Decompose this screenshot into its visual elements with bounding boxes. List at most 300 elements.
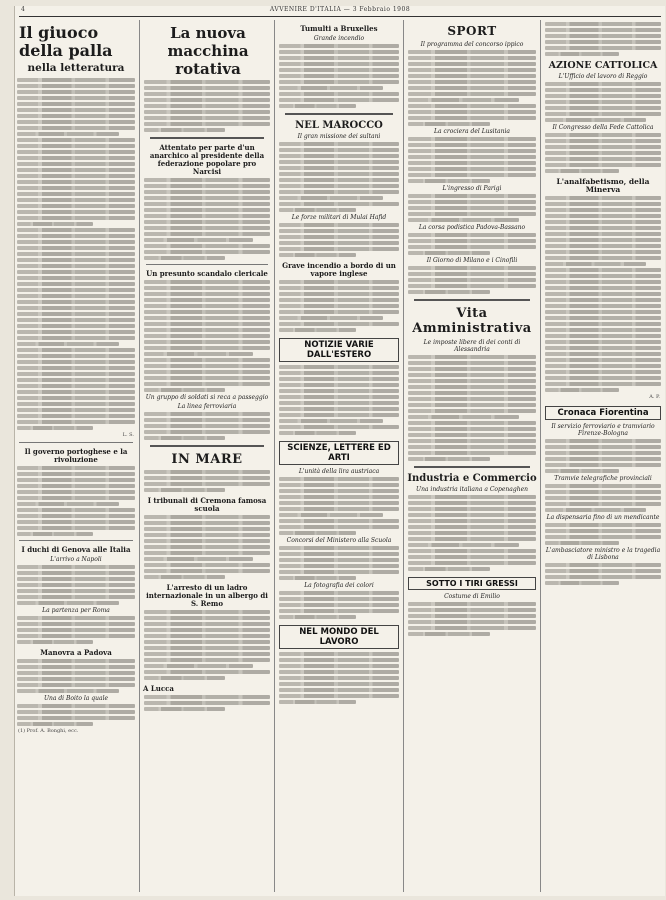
text-line [144,328,270,332]
text-line [17,565,135,569]
text-line [408,137,536,141]
text-line [144,652,270,656]
text-line [17,677,135,681]
text-line [17,150,135,154]
text-line [408,632,490,636]
text-line [17,360,135,364]
text-line [279,92,399,96]
text-line [279,142,399,146]
text-line [279,576,356,580]
text-line [279,501,399,505]
headline-vapore: Grave incendio a bordo di un vapore inglese [282,261,396,278]
text-line [279,603,399,607]
text-line [279,658,399,662]
text-line [408,80,536,84]
subhead-programma: Il programma del concorso ippico [420,41,524,48]
text-line [545,118,646,122]
text-line [17,484,135,488]
text-line [279,570,399,574]
column-3 [277,20,401,892]
text-line [545,202,661,206]
text-line [279,172,399,176]
text-line [408,451,536,455]
text-line [144,104,270,108]
text-line [545,112,661,116]
text-line [545,352,661,356]
text-line [408,626,536,630]
text-line [144,664,253,668]
text-line [144,238,253,242]
text-line [279,322,399,326]
text-line [17,90,135,94]
headline-industria: Industria e Commercio [407,473,537,484]
text-line [279,407,399,411]
text-line [144,292,270,296]
text-line [279,328,356,332]
subhead-tramvie: Tramvie telegrafiche provinciali [554,475,652,482]
text-line [17,186,135,190]
text-line [17,716,135,720]
text-line [144,634,270,638]
text-line [279,316,383,320]
text-line [17,324,135,328]
text-line [408,608,536,612]
text-line [279,68,399,72]
text-line [17,354,135,358]
text-line [279,235,399,239]
text-line [408,513,536,517]
masthead-line: AVVENIRE D'ITALIA — 3 Febbraio 1908 [269,6,411,13]
text-line [144,340,270,344]
text-line [545,439,661,443]
text-line [17,144,135,148]
subhead-azione: L'Ufficio del lavoro di Reggio [558,73,648,80]
text-line [279,74,399,78]
text-line [17,300,135,304]
text-line [17,659,135,663]
text-line [144,569,270,573]
text-line [408,561,536,565]
text-line [144,352,253,356]
text-line [17,126,135,130]
text-line [408,173,536,177]
text-line [408,155,536,159]
text-line [17,595,135,599]
text-line [408,167,536,171]
text-line [17,228,135,232]
text-line [545,376,661,380]
text-line [17,520,135,524]
text-line [545,151,661,155]
text-line [17,526,135,530]
headline-estero: NOTIZIE VARIE DALL'ESTERO [279,338,399,362]
text-line [17,683,135,687]
text-line [545,508,646,512]
text-line [279,507,399,511]
text-line [279,609,399,613]
text-line [17,174,135,178]
header-rule [19,16,661,17]
subhead-partenza: La partenza per Roma [42,607,110,614]
text-line [408,549,536,553]
text-line [144,616,270,620]
text-line [144,515,270,519]
text-line [144,128,225,132]
article-subtitle-letteratura: nella letteratura [27,62,125,74]
newspaper-page [14,6,665,896]
text-line [17,318,135,322]
headline-azione-cattolica: AZIONE CATTOLICA [548,60,658,71]
text-line [144,116,270,120]
text-line [545,256,661,260]
text-line [279,62,399,66]
text-line [144,80,270,84]
article-title-giuoco: Il giuoco della palla [19,23,113,60]
text-line [144,521,270,525]
article-body-giuoco [15,78,137,430]
text-line [545,358,661,362]
text-line [17,132,119,136]
column5-signature: A. P. [649,394,660,400]
text-line [545,196,661,200]
text-line [279,664,399,668]
text-line [17,514,135,518]
text-line [17,216,135,220]
text-line [279,477,399,481]
text-line [144,98,270,102]
text-line [279,286,399,290]
text-line [545,244,661,248]
text-line [545,163,661,167]
text-line [17,472,135,476]
text-line [17,198,135,202]
headline-tumulti: Tumulti a Bruxelles [300,24,378,33]
text-line [545,220,661,224]
text-line [17,102,135,106]
text-line [144,388,225,392]
text-line [408,525,536,529]
text-line [144,322,270,326]
text-line [279,591,399,595]
headline-in-mare: IN MARE [171,452,243,467]
text-line [545,496,661,500]
text-line [279,531,356,535]
text-line [17,84,135,88]
text-line [408,519,536,523]
text-line [545,463,661,467]
text-line [279,178,399,182]
text-line [17,348,135,352]
text-line [279,223,399,227]
text-line [279,229,399,233]
text-line [17,583,135,587]
text-line [144,670,270,674]
text-line [408,421,536,425]
text-line [545,208,661,212]
text-line [545,535,661,539]
text-line [408,433,536,437]
text-line [545,280,661,284]
text-line [144,646,270,650]
text-line [279,682,399,686]
text-line [17,577,135,581]
text-line [279,280,399,284]
text-line [408,385,536,389]
subhead-lusitania: La crociera del Lusitania [434,128,510,135]
text-line [17,532,93,536]
text-line [17,622,135,626]
text-line [279,546,399,550]
text-line [17,408,135,412]
text-line [17,426,93,430]
text-line [408,439,536,443]
text-line [408,501,536,505]
headline-manovra: Manovra a Padova [40,648,112,657]
subhead-padova: La corsa podistica Padova-Bassano [418,224,526,231]
text-line [17,628,135,632]
text-line [279,184,399,188]
text-line [17,390,135,394]
text-line [279,292,399,296]
text-line [545,457,661,461]
text-line [279,676,399,680]
text-line [408,537,536,541]
article-title-macchina: La nuova macchina rotativa [167,24,249,78]
subhead-lisbona: L'ambasciatore ministro e la tragedia di Lisbona [545,547,661,561]
text-line [144,226,270,230]
text-line [17,108,135,112]
text-line [279,44,399,48]
text-line [144,551,270,555]
text-line [408,206,536,210]
text-line [17,96,135,100]
text-line [17,240,135,244]
subhead-costume: Costume di Emilio [444,593,500,600]
text-line [17,252,135,256]
subhead-ferrovia: La linea ferroviaria [177,403,237,410]
text-line [279,383,399,387]
headline-lavoro: NEL MONDO DEL LAVORO [279,625,399,649]
text-line [17,222,93,226]
text-line [408,403,536,407]
text-line [408,543,519,547]
subhead-gran-missione: Il gran missione dei sultani [297,133,381,140]
text-line [545,445,661,449]
text-line [144,256,225,260]
text-line [408,397,536,401]
text-line [17,138,135,142]
text-line [545,286,661,290]
text-line [17,306,135,310]
text-line [408,620,536,624]
text-line [144,382,270,386]
text-line [17,396,135,400]
subhead-fede: Il Congresso della Fede Cattolica [552,124,654,131]
text-line [279,247,399,251]
text-line [279,694,399,698]
subhead-incendio: Grande incendio [313,35,365,42]
text-line [279,160,399,164]
text-line [408,98,519,102]
text-line [408,445,536,449]
text-line [144,482,270,486]
text-line [545,334,661,338]
text-line [17,414,135,418]
text-line [545,133,661,137]
subhead-forze: Le forze militari di Mulai Hafid [291,214,387,221]
text-line [144,545,270,549]
subhead-segretario: Un gruppo di soldati si reca a passeggio [145,394,269,401]
text-line [408,251,490,255]
text-line [545,451,661,455]
text-line [144,244,270,248]
text-line [408,361,536,365]
subhead-ingresso: L'ingresso di Parigi [442,185,502,192]
text-line [279,104,356,108]
text-line [144,575,225,579]
subhead-fotografie: La fotografia dei colori [304,582,374,589]
text-line [545,94,661,98]
text-line [144,298,270,302]
text-line [144,707,225,711]
text-line [144,250,270,254]
text-line [408,555,536,559]
text-line [279,148,399,152]
text-line [545,226,661,230]
text-line [545,250,661,254]
text-line [17,204,135,208]
text-line [17,246,135,250]
text-line [17,722,93,726]
column-4 [406,20,538,892]
text-line [545,52,619,56]
text-line [17,378,135,382]
text-line [545,563,661,567]
text-line [408,373,536,377]
subhead-deposito: La dispensaria fino di un mendicante [546,514,660,521]
text-line [279,208,356,212]
text-line [408,391,536,395]
text-line [279,564,399,568]
text-line [144,316,270,320]
text-line [408,68,536,72]
text-line [144,533,270,537]
text-line [545,529,661,533]
text-line [408,200,536,204]
text-line [17,180,135,184]
text-line [144,92,270,96]
text-line [144,286,270,290]
text-line [17,571,135,575]
text-line [17,508,135,512]
text-line [545,523,661,527]
text-line [144,310,270,314]
text-line [17,402,135,406]
text-line [545,490,661,494]
text-line [545,292,661,296]
text-line [408,143,536,147]
text-line [408,110,536,114]
text-line [408,602,536,606]
text-line [279,365,399,369]
text-line [408,290,490,294]
text-line [144,220,270,224]
text-line [545,82,661,86]
text-line [279,615,356,619]
text-line [545,88,661,92]
text-line [279,298,399,302]
text-line [408,179,490,183]
headline-anarchico: Attentato per parte d'un anarchico al presidente della federazione popolare pro Narcisi [149,143,265,176]
text-line [279,56,399,60]
text-line [408,614,536,618]
text-line [144,436,225,440]
headline-marocco: NEL MAROCCO [295,120,383,131]
column-2 [142,20,272,892]
text-line [144,304,270,308]
text-line [144,280,270,284]
text-line [408,218,519,222]
text-line [17,210,135,214]
text-line [17,372,135,376]
text-line [144,418,270,422]
text-line [17,282,135,286]
text-line [408,367,536,371]
text-line [545,484,661,488]
text-line [279,413,399,417]
text-line [144,412,270,416]
text-line [17,330,135,334]
text-line [17,502,119,506]
text-line [279,389,399,393]
text-line [279,513,383,517]
text-line [17,710,135,714]
text-line [408,355,536,359]
text-line [408,531,536,535]
text-line [17,192,135,196]
text-line [17,496,135,500]
text-line [279,202,399,206]
column-1 [15,20,137,892]
text-line [545,364,661,368]
text-line [17,640,93,644]
text-line [17,689,119,693]
text-line [545,22,661,26]
text-line [408,122,490,126]
text-line [545,262,646,266]
text-line [408,74,536,78]
text-line [144,695,270,699]
text-line [545,238,661,242]
text-line [144,424,270,428]
text-line [17,342,119,346]
headline-duchi: I duchi di Genova alle Italia [21,545,131,554]
subhead-giornata: Il Giorno di Milano e i Cinofili [426,257,518,264]
text-line [17,366,135,370]
text-line [545,316,661,320]
text-line [17,120,135,124]
text-line [144,202,270,206]
text-line [279,483,399,487]
text-line [408,495,536,499]
text-line [545,40,661,44]
text-line [144,364,270,368]
text-line [17,616,135,620]
footnote: (1) Prof. A. Bonghi, ecc. [18,728,79,734]
text-line [279,431,356,435]
text-line [144,184,270,188]
text-line [545,157,661,161]
